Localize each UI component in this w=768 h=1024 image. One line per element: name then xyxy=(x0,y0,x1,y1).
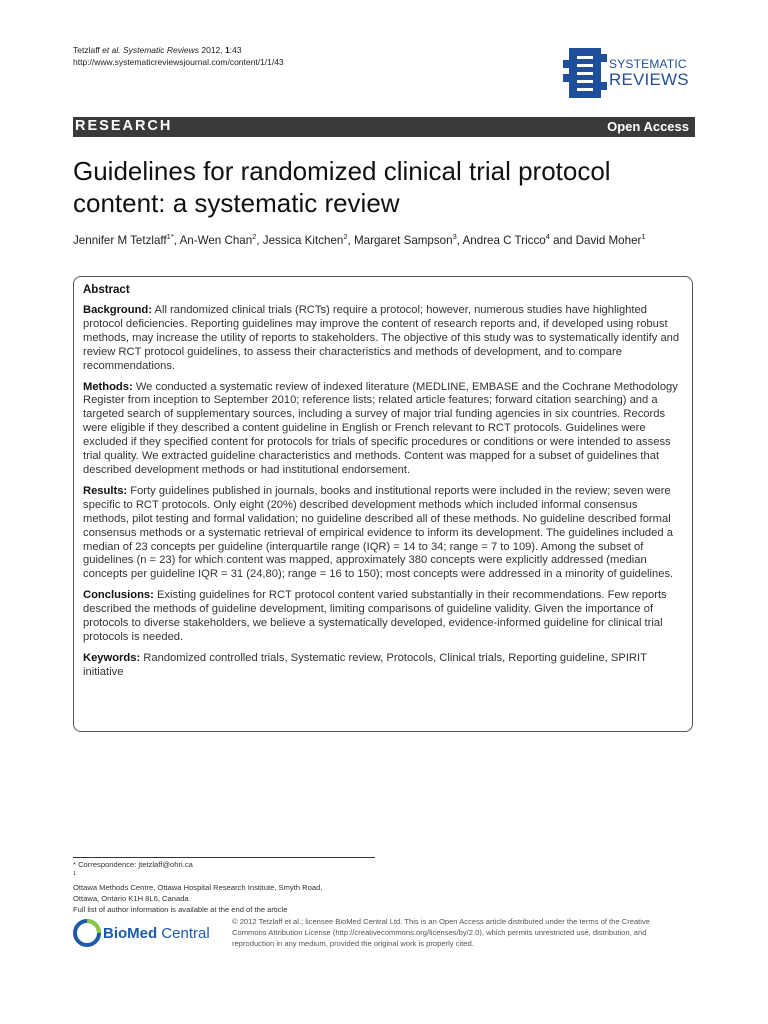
footnotes xyxy=(73,859,393,915)
author xyxy=(180,234,263,247)
publisher-name-regular: Central xyxy=(157,925,210,942)
section-banner xyxy=(73,117,695,137)
biomed-central-icon xyxy=(73,917,101,949)
author xyxy=(73,234,180,247)
author-separator: , xyxy=(347,234,354,247)
abstract-methods xyxy=(83,381,682,478)
journal-logo xyxy=(563,46,698,100)
title-line: Guidelines for randomized clinical trial protocol xyxy=(73,156,611,186)
footnote-divider xyxy=(73,857,375,858)
author-name: Jennifer M Tetzlaff xyxy=(73,234,167,247)
citation-year: 2012, xyxy=(201,45,225,55)
abstract-heading: Abstract xyxy=(83,284,130,296)
background-text: All randomized clinical trials (RCTs) require a protocol; however, numerous studies have highlighted protocol deficiencies. Reporting guidelines may improve the content of research reports and, if developed using robust methods, may increase the utility of reports to stakeholders. The objective of this study was to systematically identify and review RCT protocol guidelines, to assess their characteristics and methods of development, and to compare recommendations. xyxy=(83,304,680,372)
author-affiliation-mark: 1* xyxy=(166,232,174,241)
author-affiliation-mark: 3 xyxy=(452,232,457,241)
abstract-background xyxy=(83,304,682,374)
author-affiliation-mark: 4 xyxy=(545,232,550,241)
affiliation-line: Ottawa Methods Centre, Ottawa Hospital Research Institute, Smyth Road, xyxy=(73,882,323,892)
publisher-logo xyxy=(73,917,223,949)
abstract-keywords xyxy=(83,652,682,680)
journal-logo-line2: REVIEWS xyxy=(609,70,689,89)
methods-text: We conducted a systematic review of indexed literature (MEDLINE, EMBASE and the Cochrane Methodology Register from inception to September 2010; reference lists; related article features; forward citation searching) and a targeted search of supplementary sources, including a survey of major trial funding agencies in six countries. Records were eligible if they described a content guideline in English or French relevant to RCT protocols. Guidelines were excluded if they specified content for protocols for trials of specific procedures or conditions or were intended to assess trial quality. We extracted guideline characteristics and methods. Content was mapped for a subset of guidelines that described development methods or had institutional endorsement. xyxy=(83,380,678,476)
conclusions-text: Existing guidelines for RCT protocol content varied substantially in their recommendations. Few reports described the methods of guideline development, limiting comparisons of guideline validity. Given the importance of protocols to diverse stakeholders, we believe a systematically developed, evidence-informed guideline for clinical trial protocols is needed. xyxy=(83,589,667,643)
license-line: reproduction in any medium, provided the original work is properly cited. xyxy=(232,939,474,948)
author-separator: and xyxy=(549,234,576,247)
citation-etal: et al. xyxy=(102,45,121,55)
license-line: Commons Attribution License (http://creativecommons.org/licenses/by/2.0), which permits unrestricted use, distribution, and xyxy=(232,928,647,937)
author-list xyxy=(73,234,693,247)
citation-header xyxy=(73,44,284,68)
citation-pages: :43 xyxy=(229,45,242,55)
author xyxy=(463,234,576,247)
citation-volume: 1 xyxy=(225,45,230,55)
license-notice xyxy=(232,916,692,949)
author-separator: , xyxy=(456,234,463,247)
author-info-note: Full list of author information is available at the end of the article xyxy=(73,905,288,915)
results-label: Results: xyxy=(83,484,128,497)
title-line: content: a systematic review xyxy=(73,188,400,218)
license-line: © 2012 Tetzlaff et al.; licensee BioMed Central Ltd. This is an Open Access article distributed under the terms of the Creative xyxy=(232,917,650,926)
author xyxy=(354,234,463,247)
article-url[interactable]: http://www.systematicreviewsjournal.com/content/1/1/43 xyxy=(73,57,284,67)
author-name: Andrea C Tricco xyxy=(462,234,546,247)
background-label: Background: xyxy=(83,304,152,316)
correspondence-note: * Correspondence: jtetzlaff@ohri.ca xyxy=(73,860,193,869)
author-name: David Moher xyxy=(575,234,642,247)
publisher-name-bold: BioMed xyxy=(103,925,158,942)
section-label: RESEARCH xyxy=(75,118,173,134)
author-name: Jessica Kitchen xyxy=(262,234,344,247)
keywords-text: Randomized controlled trials, Systematic review, Protocols, Clinical trials, Reporting guideline, SPIRIT initiative xyxy=(83,651,647,678)
conclusions-label: Conclusions: xyxy=(83,589,154,602)
article-title xyxy=(73,155,693,219)
abstract-conclusions xyxy=(83,589,682,645)
methods-label: Methods: xyxy=(83,380,133,393)
author-affiliation-mark: 2 xyxy=(343,232,348,241)
author-separator: , xyxy=(256,234,263,247)
author xyxy=(576,234,646,247)
affiliation-mark: 1 xyxy=(73,871,77,878)
journal-logo-line1: SYSTEMATIC xyxy=(609,57,687,71)
author-name: Margaret Sampson xyxy=(353,234,453,247)
journal-logo-text xyxy=(609,58,689,88)
author-affiliation-mark: 2 xyxy=(252,232,257,241)
journal-logo-icon xyxy=(563,46,607,100)
abstract-box xyxy=(73,276,693,732)
abstract-results xyxy=(83,485,682,582)
keywords-label: Keywords: xyxy=(83,651,141,664)
affiliation-note xyxy=(73,870,393,893)
author-affiliation-mark: 1 xyxy=(641,232,646,241)
open-access-label: Open Access xyxy=(607,119,689,134)
publisher-name xyxy=(103,925,210,942)
citation-line xyxy=(73,44,284,56)
author-separator: , xyxy=(173,234,180,247)
affiliation-line: Ottawa, Ontario K1H 8L6, Canada xyxy=(73,893,189,903)
results-text: Forty guidelines published in journals, books and institutional reports were included in the review; seven were specific to RCT protocols. Only eight (20%) described development methods which included informal consensus methods, pilot testing and formal validation; no guideline described all of these methods. No guideline described formal consensus methods or a systematic retrieval of empirical evidence to inform its development. The guidelines included a median of 23 concepts per guideline (interquartile range (IQR) = 14 to 34; range = 7 to 109). Among the subset of guidelines (n = 23) for which content was mapped, approximately 380 concepts were explicitly addressed (median concepts per guideline IQR = 31 (24,80); range = 16 to 150); most concepts were addressed in a minority of guidelines. xyxy=(83,484,674,581)
citation-author: Tetzlaff xyxy=(73,45,103,55)
author-name: An-Wen Chan xyxy=(179,234,253,247)
author xyxy=(263,234,354,247)
citation-journal: Systematic Reviews xyxy=(120,45,202,55)
